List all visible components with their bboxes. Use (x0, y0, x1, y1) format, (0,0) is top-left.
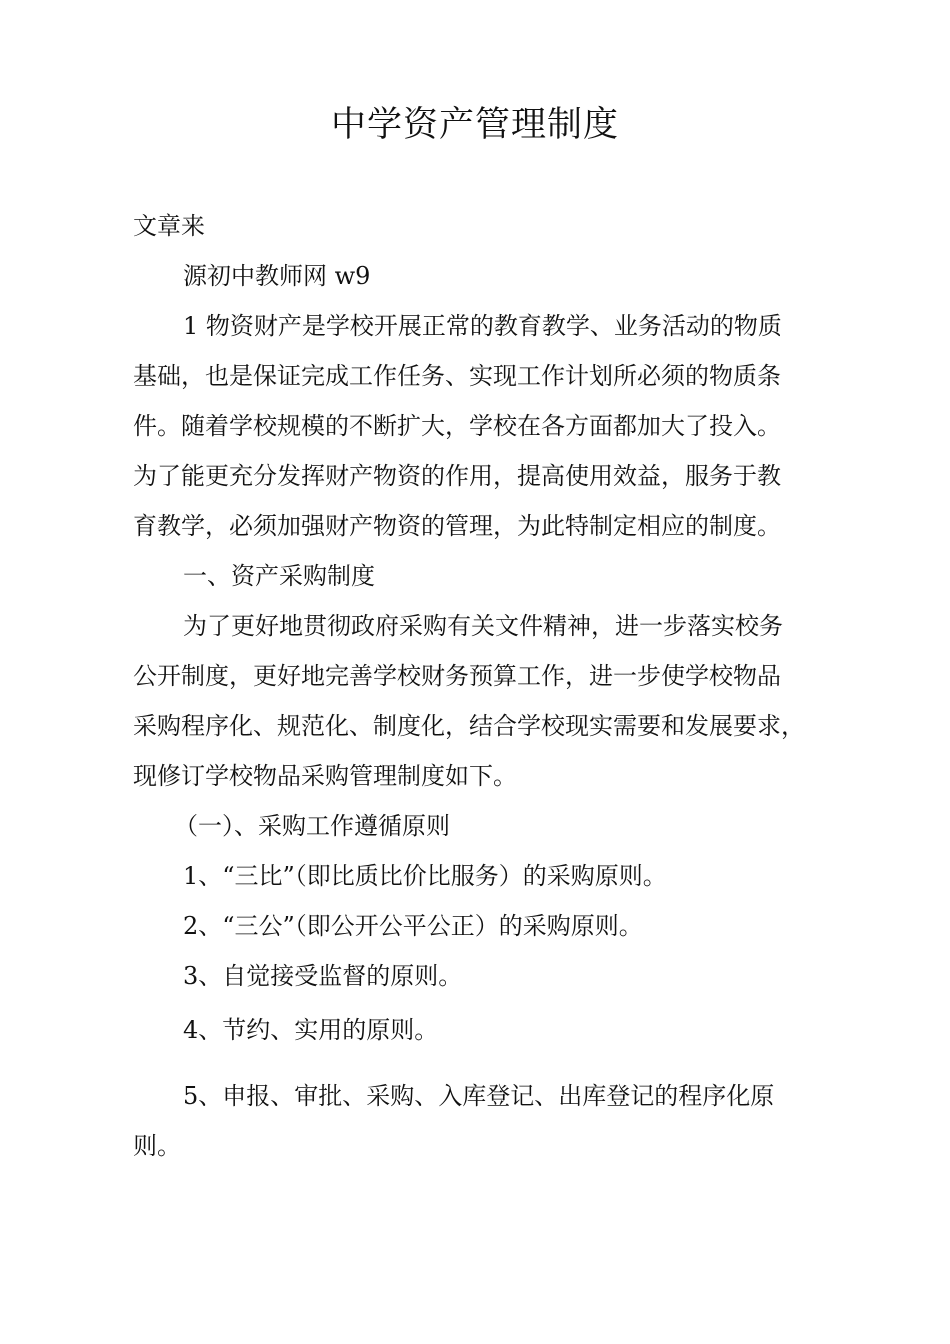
document-title: 中学资产管理制度 (330, 105, 619, 145)
list-item-continuation: 则。 (133, 1132, 181, 1160)
list-item: 4、节约、实用的原则。 (183, 1016, 439, 1044)
paragraph-line: 为了更好地贯彻政府采购有关文件精神，进一步落实校务 (183, 612, 783, 640)
subsection-heading: （一）、采购工作遵循原则 (174, 812, 450, 840)
list-item: 2、“三公”（即公开公平公正）的采购原则。 (183, 912, 643, 940)
paragraph-line: 1 物资财产是学校开展正常的教育教学、业务活动的物质 (183, 312, 782, 340)
list-item: 1、“三比”（即比质比价比服务）的采购原则。 (183, 862, 667, 890)
list-item: 3、自觉接受监督的原则。 (183, 962, 463, 990)
text-line: 源初中教师网 w9 (183, 262, 371, 290)
section-heading: 一、资产采购制度 (183, 562, 375, 590)
text-line: 文章来 (133, 212, 205, 240)
paragraph-line: 育教学，必须加强财产物资的管理，为此特制定相应的制度。 (133, 512, 781, 540)
paragraph-line: 基础，也是保证完成工作任务、实现工作计划所必须的物质条 (133, 362, 781, 390)
paragraph-line: 采购程序化、规范化、制度化，结合学校现实需要和发展要求， (133, 712, 805, 740)
paragraph-line: 公开制度，更好地完善学校财务预算工作，进一步使学校物品 (133, 662, 781, 690)
list-item: 5、申报、审批、采购、入库登记、出库登记的程序化原 (183, 1082, 775, 1110)
paragraph-line: 件。随着学校规模的不断扩大，学校在各方面都加大了投入。 (133, 412, 781, 440)
paragraph-line: 现修订学校物品采购管理制度如下。 (133, 762, 517, 790)
paragraph-line: 为了能更充分发挥财产物资的作用，提高使用效益，服务于教 (133, 462, 781, 490)
